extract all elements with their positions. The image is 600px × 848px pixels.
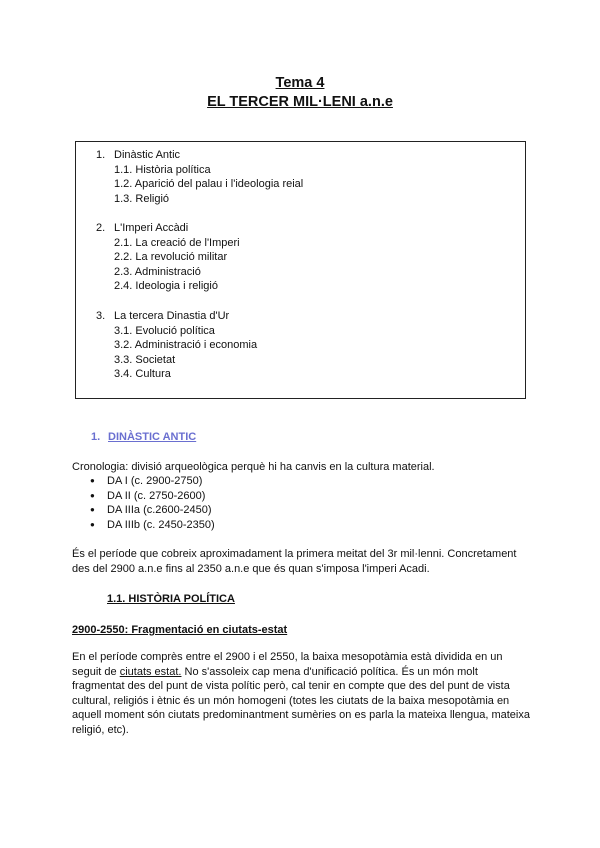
paragraph-text-start: En el període comprès entre el 2900 i el 2550, la baixa mesopotàmia està dividida en un seguit de <box>72 651 503 678</box>
table-of-contents <box>75 141 526 399</box>
body-paragraph <box>72 650 532 738</box>
toc-heading: Dinàstic Antic <box>114 149 181 161</box>
section-number: 1. <box>91 431 101 443</box>
toc-subitem: 1.1. Història política <box>114 163 211 176</box>
toc-subitem: 3.2. Administració i economia <box>114 339 258 352</box>
toc-subitem: 2.2. La revolució militar <box>114 251 228 264</box>
list-item: ● DA II (c. 2750-2600) <box>90 489 215 504</box>
toc-subitem: 3.1. Evolució política <box>114 324 215 337</box>
toc-subitem: 3.3. Societat <box>114 353 176 366</box>
subsection-heading: 1.1. HISTÒRIA POLÍTICA <box>107 593 235 605</box>
toc-section-3 <box>96 309 257 382</box>
toc-number: 1. <box>96 149 106 161</box>
toc-subitem: 2.1. La creació de l'Imperi <box>114 236 240 249</box>
list-item: ● DA IIIb (c. 2450-2350) <box>90 518 215 533</box>
period-paragraph: És el període que cobreix aproximadament la primera meitat del 3r mil·lenni. Concretament des del 2900 a.n.e fins al 2350 a.n.e que és quan s'imposa l'imperi Acadi. <box>72 548 517 575</box>
ciutats-estat-term: ciutats estat. <box>119 665 182 678</box>
toc-number: 2. <box>96 222 106 234</box>
toc-subitem: 2.3. Administració <box>114 265 201 278</box>
toc-number: 3. <box>96 310 106 322</box>
paragraph-text-end: No s'assoleix cap mena d'unificació política. És un món molt fragmentat des del punt de vista polític però, cal tenir en compte que des del punt de vista cultural, religiós i ètnic és un món homogeni (totes les ciutats de la baixa mesopotàmia en aquell moment són ciutats predominantment sumèries on es parla la mateixa llengua, mateixa religió, etc). <box>72 665 530 736</box>
toc-section-2 <box>96 221 240 294</box>
toc-subitem: 1.2. Aparició del palau i l'ideologia reial <box>114 178 304 191</box>
topic-number: Tema 4 <box>275 75 325 91</box>
list-item: ● DA IIIa (c.2600-2450) <box>90 503 215 518</box>
toc-subitem: 2.4. Ideologia i religió <box>114 280 218 293</box>
toc-heading: L'Imperi Accàdi <box>114 222 189 234</box>
section-heading[interactable]: DINÀSTIC ANTIC <box>108 431 197 443</box>
page-title: EL TERCER MIL·LENI a.n.e <box>207 94 393 110</box>
toc-subitem: 1.3. Religió <box>114 192 170 205</box>
list-item: ● DA I (c. 2900-2750) <box>90 474 215 489</box>
toc-subitem: 3.4. Cultura <box>114 368 171 381</box>
toc-heading: La tercera Dinastia d'Ur <box>114 310 230 322</box>
subsubsection-heading: 2900-2550: Fragmentació en ciutats-estat <box>72 624 288 636</box>
chronology-text: Cronologia: divisió arqueològica perquè hi ha canvis en la cultura material. <box>72 461 435 473</box>
toc-section-1 <box>96 148 303 206</box>
period-list <box>90 474 215 532</box>
